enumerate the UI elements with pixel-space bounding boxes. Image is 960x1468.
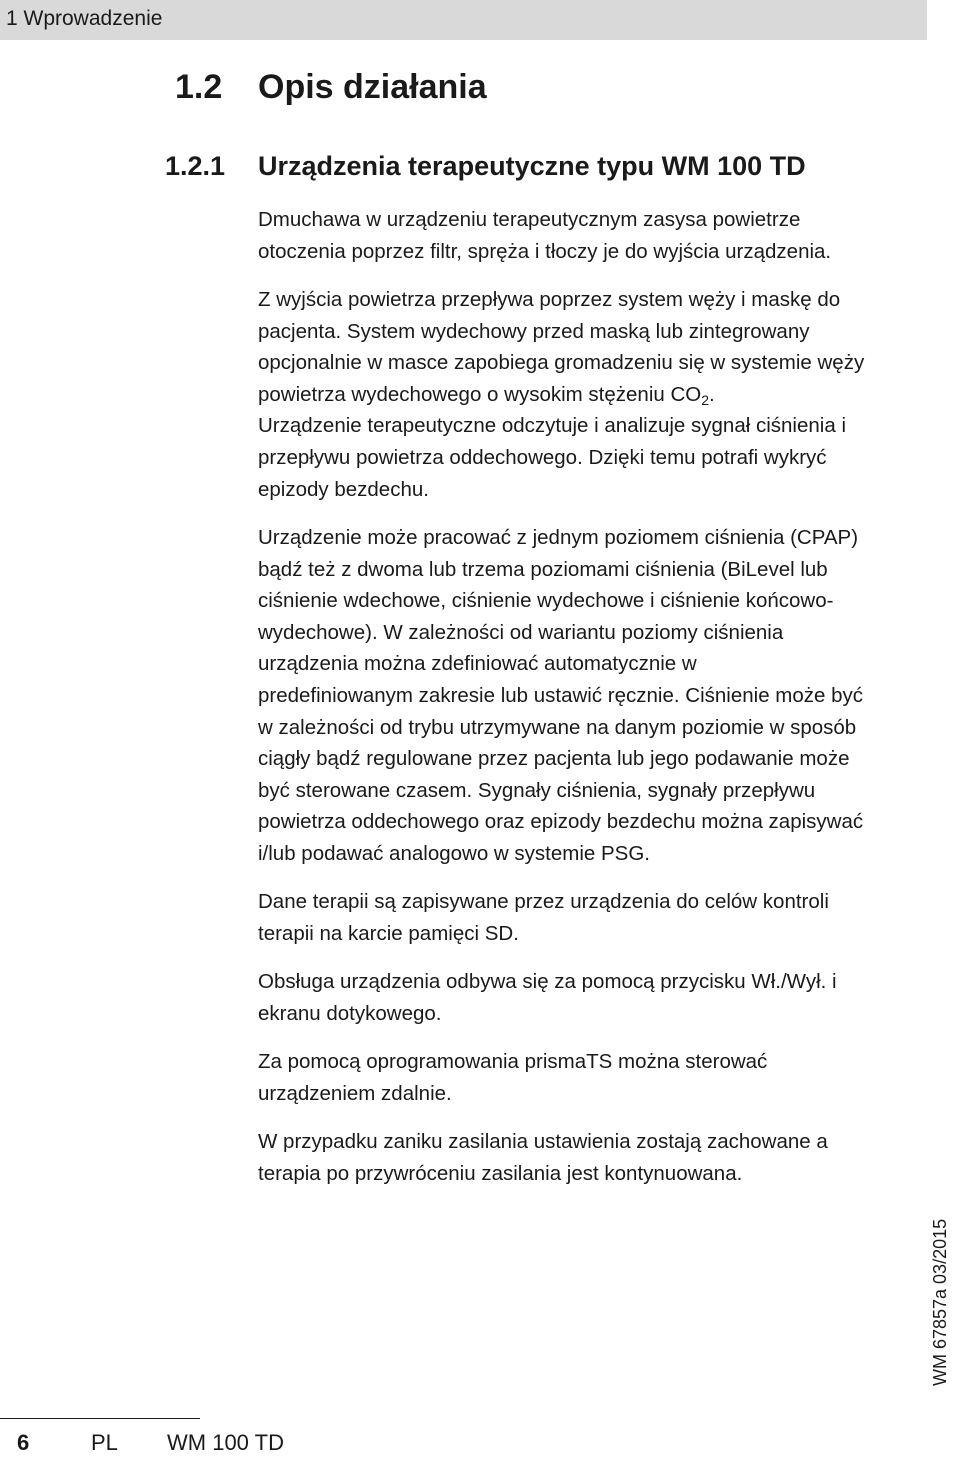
- text-line: być sterowane czasem. Sygnały ciśnienia, sygnały przepływu: [258, 778, 816, 802]
- section-header-label: 1 Wprowadzenie: [6, 7, 163, 30]
- text-line: Z wyjścia powietrza przepływa poprzez system węży i maskę do: [258, 288, 841, 311]
- text-line: Dane terapii są zapisywane przez urządzenia do celów kontroli: [258, 890, 829, 913]
- footer-language: PL: [91, 1430, 118, 1455]
- subscript-2: 2: [701, 391, 710, 408]
- paragraph-remote-control: [258, 1046, 924, 1109]
- paragraph-exhalation-system: [258, 284, 924, 505]
- text-line: Urządzenie może pracować z jednym poziomem ciśnienia (CPAP): [258, 526, 859, 549]
- text-line: ciśnienie wdechowe, ciśnienie wydechowe i ciśnienie końcowo-: [258, 589, 834, 613]
- text-line: ekranu dotykowego.: [258, 1001, 442, 1025]
- text-line: ciągły bądź regulowane przez pacjenta lub jego podawanie może: [258, 747, 850, 771]
- text-line: bądź też z dwoma lub trzema poziomami ciśnienia (BiLevel lub: [258, 557, 828, 581]
- heading-2-title: Urządzenia terapeutyczne typu WM 100 TD: [258, 151, 806, 181]
- text-line: terapia po przywróceniu zasilania jest kontynuowana.: [258, 1161, 743, 1185]
- text-line: terapii na karcie pamięci SD.: [258, 921, 519, 945]
- text-line: opcjonalnie w masce zapobiega gromadzeniu się w systemie węży: [258, 351, 865, 375]
- heading-2-number: 1.2.1: [165, 151, 226, 181]
- text-line: Urządzenie terapeutyczne odczytuje i analizuje sygnał ciśnienia i: [258, 414, 846, 438]
- text-line: predefiniowanym zakresie lub ustawić ręcznie. Ciśnienie może być: [258, 683, 864, 707]
- text-line: Dmuchawa w urządzeniu terapeutycznym zasysa powietrze: [258, 208, 801, 231]
- heading-1-title: Opis działania: [258, 68, 487, 106]
- text-line: wydechowe). W zależności od wariantu poziomy ciśnienia: [258, 620, 784, 644]
- text-line-co2: [258, 379, 924, 411]
- page-number: 6: [17, 1430, 30, 1455]
- text-line: Obsługa urządzenia odbywa się za pomocą przycisku Wł./Wył. i: [258, 970, 837, 993]
- text-fragment: .: [709, 382, 715, 406]
- text-line: powietrza oddechowego oraz epizody bezdechu można zapisywać: [258, 810, 864, 834]
- document-code: WM 67857a 03/2015: [930, 1218, 950, 1386]
- text-line: urządzenia można zdefiniować automatycznie w: [258, 652, 697, 676]
- text-line: Za pomocą oprogramowania prismaTS można sterować: [258, 1050, 768, 1073]
- text-line: otoczenia poprzez filtr, spręża i tłoczy je do wyjścia urządzenia.: [258, 239, 832, 263]
- footer-divider: [0, 1418, 200, 1419]
- footer-model: WM 100 TD: [167, 1430, 284, 1455]
- section-header-bar: [0, 0, 927, 40]
- paragraph-sd-card: [258, 886, 924, 949]
- text-line: urządzeniem zdalnie.: [258, 1081, 452, 1105]
- paragraph-blower: [258, 204, 924, 267]
- text-line: i/lub podawać analogowo w systemie PSG.: [258, 841, 650, 865]
- paragraph-power-failure: [258, 1126, 924, 1189]
- paragraph-pressure-levels: [258, 522, 924, 870]
- text-line: w zależności od trybu utrzymywane na danym poziomie w sposób: [258, 715, 857, 739]
- paragraph-operation: [258, 966, 924, 1029]
- text-line: przepływu powietrza oddechowego. Dzięki temu potrafi wykryć: [258, 445, 827, 469]
- text-line: pacjenta. System wydechowy przed maską lub zintegrowany: [258, 319, 810, 343]
- text-line: epizody bezdechu.: [258, 477, 429, 501]
- text-line: W przypadku zaniku zasilania ustawienia zostają zachowane a: [258, 1130, 828, 1153]
- text-fragment: powietrza wydechowego o wysokim stężeniu CO: [258, 382, 702, 406]
- heading-1-number: 1.2: [175, 68, 223, 106]
